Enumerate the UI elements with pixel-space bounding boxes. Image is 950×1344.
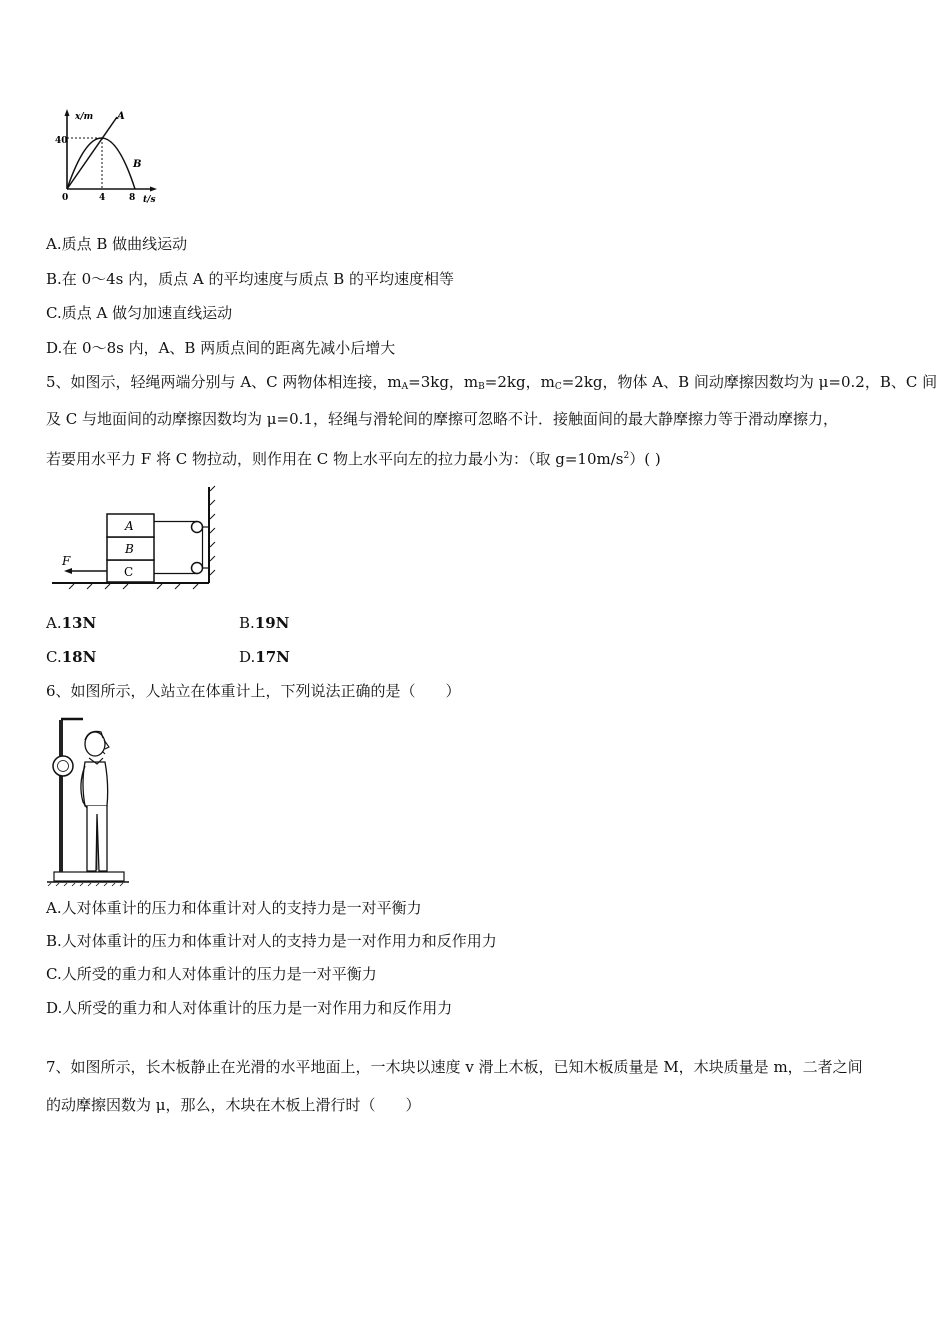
force-label: F xyxy=(62,554,71,568)
scale-column xyxy=(59,720,63,872)
q6-option-b: B.人对体重计的压力和体重计对人的支持力是一对作用力和反作用力 xyxy=(46,932,497,950)
q5-stem-line1: 5、如图示，轻绳两端分别与 A、C 两物体相连接，$m_A=3kg$，$m_B=2kg$，$m_C=2kg$，物体 A、B 间动摩擦因数均为 μ=0.2，B、C 间 xyxy=(46,373,938,392)
origin-label: 0 xyxy=(62,193,69,203)
block-a-label: A xyxy=(125,519,134,533)
y-axis-arrow xyxy=(65,109,70,116)
xt-graph xyxy=(55,105,165,205)
block-c-label: C xyxy=(124,565,134,579)
q5-stem-line3: 若要用水平力 F 将 C 物拉动，则作用在 C 物上水平向左的拉力最小为：（取 $g=10m/s^2$）( ) xyxy=(46,450,661,468)
q5-option-a: A.13N xyxy=(46,614,97,632)
q5-option-c: C.18N xyxy=(46,648,97,666)
q4-option-d: D.在 0～8s 内，A、B 两质点间的距离先减小后增大 xyxy=(46,339,396,357)
scale-platform xyxy=(54,872,124,881)
torso xyxy=(83,762,108,806)
x-tick-4: 4 xyxy=(99,193,106,203)
line-a xyxy=(67,117,117,189)
force-arrowhead xyxy=(64,568,72,574)
ground-hatch xyxy=(69,584,198,589)
q5-stem-line2: 及 C 与地面间的动摩擦因数均为 μ=0.1，轻绳与滑轮间的摩擦可忽略不计．接触面间的最大静摩擦力等于滑动摩擦力， xyxy=(46,410,838,428)
pulley-figure xyxy=(52,485,222,590)
pulley-top xyxy=(192,522,203,533)
x-tick-8: 8 xyxy=(129,193,136,203)
curve-a-label: A xyxy=(117,111,125,122)
q5-option-b: B.19N xyxy=(239,614,290,632)
q4-option-a: A.质点 B 做曲线运动 xyxy=(46,235,188,253)
curve-b-label: B xyxy=(133,159,142,170)
y-tick-40: 40 xyxy=(55,136,68,146)
q7-stem-line2: 的动摩擦因数为 μ，那么，木块在木板上滑行时（ ） xyxy=(46,1096,421,1114)
q6-option-a: A.人对体重计的压力和体重计对人的支持力是一对平衡力 xyxy=(46,899,422,917)
q7-stem-line1: 7、如图所示，长木板静止在光滑的水平地面上，一木块以速度 v 滑上木板，已知木板质量是 M，木块质量是 m，二者之间 xyxy=(46,1058,863,1076)
q5-option-d: D.17N xyxy=(239,648,290,666)
q6-option-c: C.人所受的重力和人对体重计的压力是一对平衡力 xyxy=(46,965,377,983)
y-axis-label: x/m xyxy=(75,112,94,122)
block-b-label: B xyxy=(125,542,134,556)
x-axis-label: t/s xyxy=(143,195,156,205)
ground-hatch-6 xyxy=(48,883,123,886)
scale-dial xyxy=(53,756,73,776)
q4-option-b: B.在 0～4s 内，质点 A 的平均速度与质点 B 的平均速度相等 xyxy=(46,270,455,288)
pulley-bottom xyxy=(192,563,203,574)
wall-hatch xyxy=(210,486,215,575)
curve-b xyxy=(67,138,135,189)
q6-option-d: D.人所受的重力和人对体重计的压力是一对作用力和反作用力 xyxy=(46,999,453,1017)
q6-stem: 6、如图所示，人站立在体重计上，下列说法正确的是（ ） xyxy=(46,682,461,700)
x-axis-arrow xyxy=(150,187,157,192)
q4-option-c: C.质点 A 做匀加速直线运动 xyxy=(46,304,233,322)
scale-figure xyxy=(45,714,135,886)
